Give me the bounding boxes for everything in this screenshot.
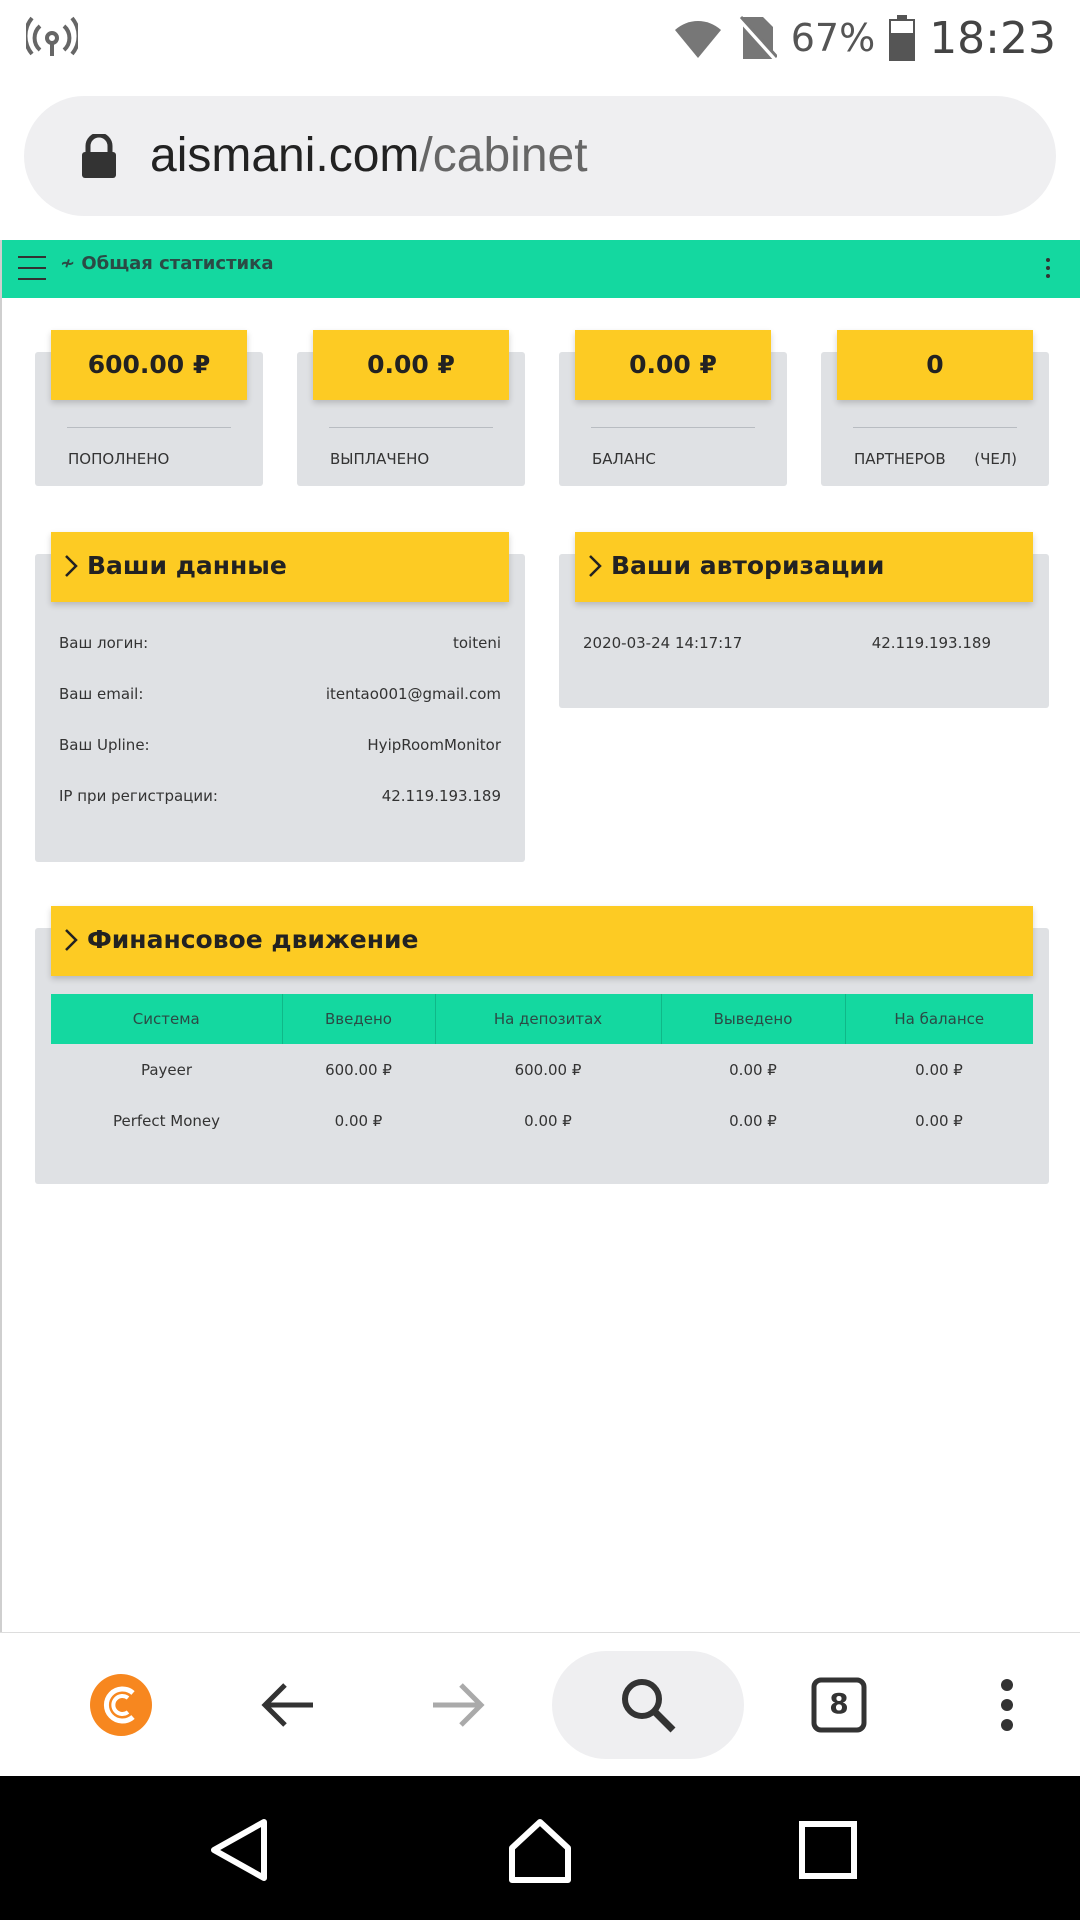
cell-on-balance: 0.00 ₽ [915, 1111, 963, 1130]
chevron-right-icon [61, 928, 81, 952]
browser-logo-button[interactable] [76, 1651, 166, 1759]
divider [67, 427, 231, 428]
field-label: IP при регистрации: [59, 787, 218, 805]
stat-value: 0.00 ₽ [313, 330, 509, 400]
table-row [51, 1095, 1033, 1146]
cell-on-deposits: 600.00 ₽ [514, 1060, 582, 1079]
profile-row-upline [59, 736, 501, 760]
cell-withdrawn: 0.00 ₽ [729, 1060, 777, 1079]
more-vert-icon [999, 1677, 1015, 1733]
stat-card-balance [559, 352, 787, 486]
url-path: /cabinet [419, 129, 588, 182]
field-value: toiteni [452, 634, 501, 652]
top-nav [2, 240, 1080, 298]
table-header-row [51, 994, 1033, 1044]
stat-label: ВЫПЛАЧЕНО [330, 450, 430, 468]
field-label: Ваш логин: [59, 634, 149, 652]
more-vert-icon[interactable] [1046, 258, 1052, 280]
table-row [51, 1044, 1033, 1095]
finance-card-header[interactable] [51, 906, 1033, 976]
cell-on-balance: 0.00 ₽ [915, 1060, 963, 1079]
browser-toolbar [0, 1632, 1080, 1776]
auth-card-header[interactable] [575, 532, 1033, 602]
browser-menu-button[interactable] [962, 1651, 1052, 1759]
stat-label: БАЛАНС [592, 450, 656, 468]
field-label: Ваш Upline: [59, 736, 150, 754]
divider [853, 427, 1017, 428]
auth-row [583, 634, 991, 658]
auth-card [559, 551, 1049, 708]
column-header: На депозитах [435, 994, 661, 1044]
clock: 18:23 [929, 12, 1056, 64]
column-header: Система [51, 994, 282, 1044]
profile-row-login [59, 634, 501, 658]
profile-card-title: Ваши данные [87, 551, 287, 580]
stat-card-paid [297, 352, 525, 486]
column-header: Введено [282, 994, 435, 1044]
arrow-left-icon [261, 1680, 317, 1730]
stat-label: ПАРТНЕРОВ [854, 450, 946, 468]
cell-on-deposits: 0.00 ₽ [524, 1111, 572, 1130]
cell-system: Perfect Money [112, 1111, 221, 1130]
finance-card-title: Финансовое движение [87, 925, 419, 954]
back-button[interactable] [244, 1651, 334, 1759]
stat-card-partners [821, 352, 1049, 486]
no-sim-icon [737, 15, 777, 61]
search-button[interactable] [552, 1651, 744, 1759]
tabs-count: 8 [829, 1687, 849, 1720]
nav-back-icon[interactable] [206, 1816, 274, 1884]
profile-card [35, 551, 525, 862]
nav-title-label: Общая статистика [81, 253, 274, 274]
auth-ip: 42.119.193.189 [871, 634, 991, 652]
stat-value: 0 [837, 330, 1033, 400]
stat-card-deposited [35, 352, 263, 486]
stat-label: ПОПОЛНЕНО [68, 450, 170, 468]
profile-row-ip [59, 787, 501, 811]
lock-icon [78, 134, 120, 180]
forward-button[interactable] [412, 1651, 502, 1759]
stat-value: 0.00 ₽ [575, 330, 771, 400]
battery-percent: 67% [790, 16, 876, 60]
url-text[interactable] [150, 124, 588, 188]
chevron-right-icon [61, 554, 81, 578]
nav-home-icon[interactable] [506, 1816, 574, 1884]
divider [591, 427, 755, 428]
system-nav-bar [0, 1776, 1080, 1920]
nav-recents-icon[interactable] [794, 1816, 862, 1884]
finance-table [51, 994, 1033, 1146]
auth-card-title: Ваши авторизации [611, 551, 885, 580]
cell-system: Payeer [140, 1060, 193, 1079]
url-domain: aismani.com [150, 129, 420, 182]
profile-card-header[interactable] [51, 532, 509, 602]
divider [329, 427, 493, 428]
address-bar[interactable] [24, 96, 1056, 216]
menu-icon[interactable] [18, 256, 46, 280]
battery-icon [889, 15, 915, 61]
field-value: 42.119.193.189 [381, 787, 501, 805]
auth-date: 2020-03-24 14:17:17 [583, 634, 743, 652]
cell-deposited: 600.00 ₽ [325, 1060, 392, 1079]
stat-label-unit: (ЧЕЛ) [974, 450, 1017, 468]
chevron-right-icon [585, 554, 605, 578]
tabs-button[interactable] [794, 1651, 884, 1759]
stat-value: 600.00 ₽ [51, 330, 247, 400]
cell-deposited: 0.00 ₽ [334, 1111, 383, 1130]
field-value: HyipRoomMonitor [367, 736, 501, 754]
nav-title[interactable]: ≁ Общая статистика [60, 253, 274, 274]
finance-card [35, 925, 1049, 1184]
arrow-right-icon [429, 1680, 485, 1730]
status-bar [0, 0, 1080, 80]
search-icon [619, 1676, 677, 1734]
profile-row-email [59, 685, 501, 709]
hotspot-icon [26, 14, 78, 58]
cell-withdrawn: 0.00 ₽ [729, 1111, 777, 1130]
field-value: itentao001@gmail.com [325, 685, 501, 703]
column-header: Выведено [661, 994, 845, 1044]
web-page [0, 240, 1080, 1632]
browser-logo-icon [89, 1673, 153, 1737]
wifi-icon [673, 16, 723, 60]
column-header: На балансе [845, 994, 1033, 1044]
field-label: Ваш email: [59, 685, 144, 703]
